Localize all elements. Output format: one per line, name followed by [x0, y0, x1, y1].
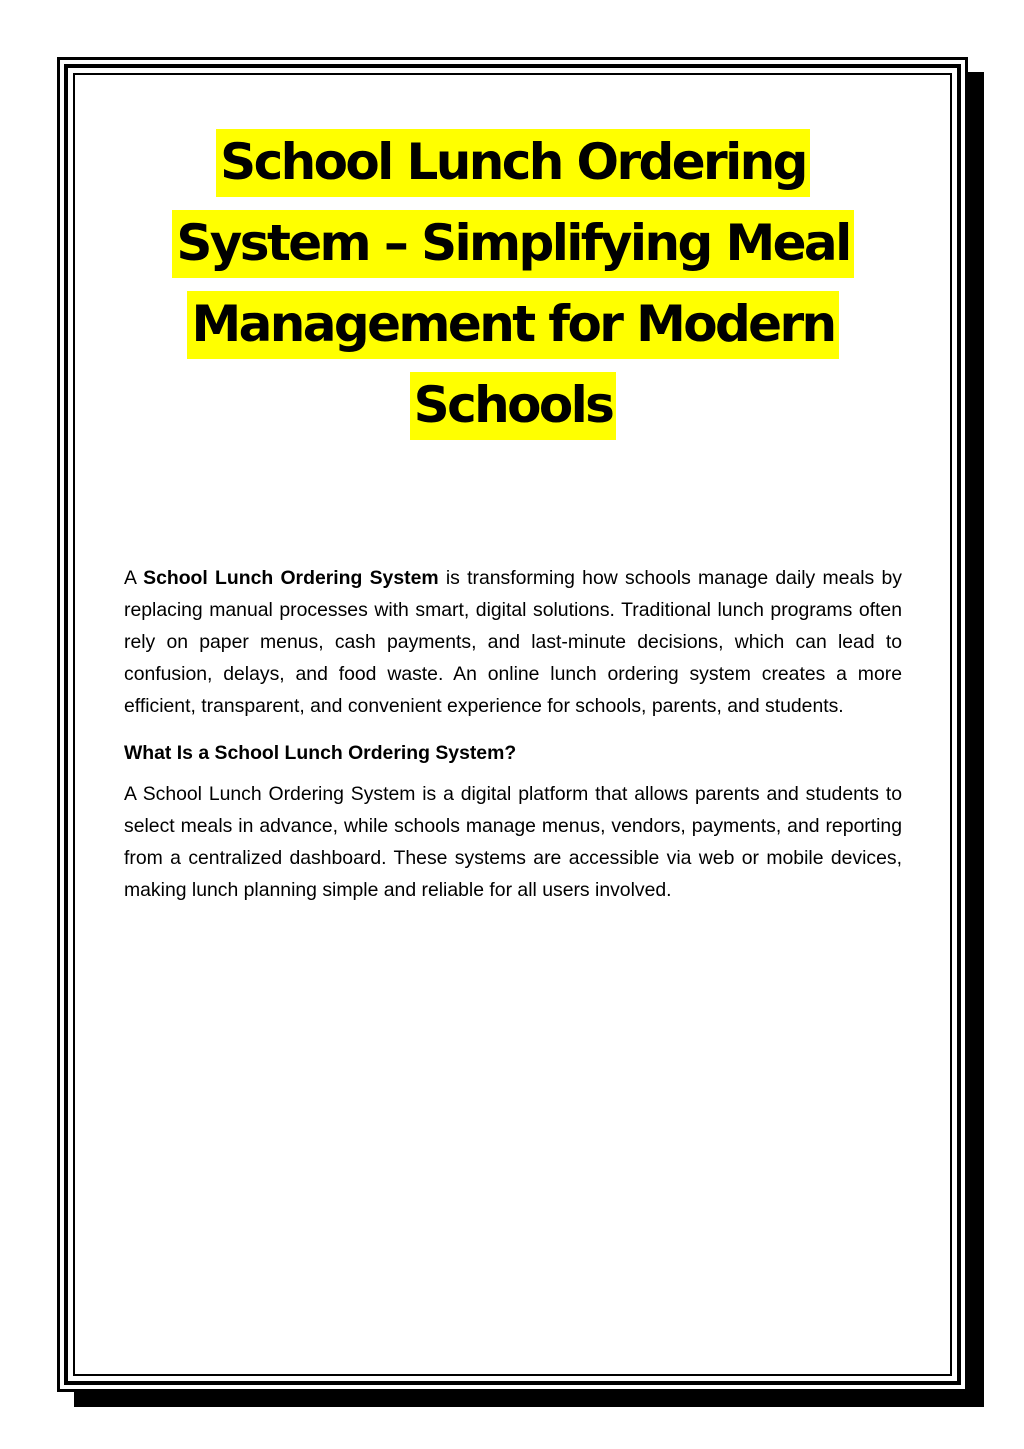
intro-paragraph	[124, 562, 902, 722]
page-title	[124, 122, 902, 446]
intro-rest: is transforming how schools manage daily meals by replacing manual processes with smart, digital solutions. Traditional lunch programs often rely on paper menus, cash payments, and last-minute decisions, which can lead to confusion, delays, and food waste. An online lunch ordering system creates a more efficient, transparent, and convenient experience for schools, parents, and students.	[124, 567, 902, 717]
document-content	[124, 122, 902, 906]
intro-bold-term: School Lunch Ordering System	[143, 567, 439, 589]
title-highlight: School Lunch Ordering System – Simplifying Meal Management for Modern Schools	[172, 129, 853, 440]
section-heading: What Is a School Lunch Ordering System?	[124, 742, 517, 764]
section-paragraph: A School Lunch Ordering System is a digital platform that allows parents and students to select meals in advance, while schools manage menus, vendors, payments, and reporting from a centralized dashboard. These systems are accessible via web or mobile devices, making lunch planning simple and reliable for all users involved.	[124, 783, 902, 901]
intro-prefix: A	[124, 567, 144, 589]
